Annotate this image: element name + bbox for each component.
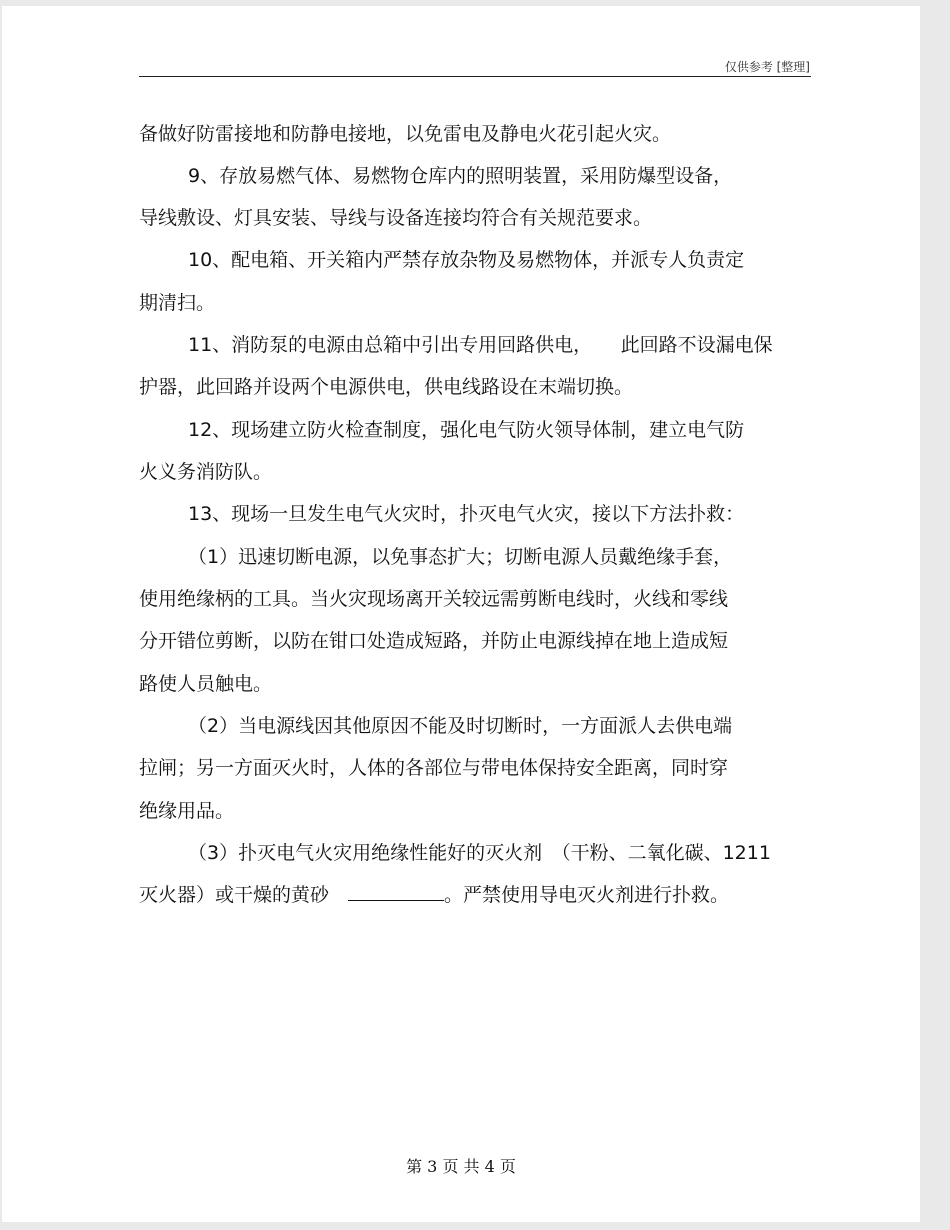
- body-line: 火义务消防队。: [139, 461, 273, 483]
- body-line: 绝缘用品。: [139, 800, 235, 822]
- header-rule: [139, 76, 811, 77]
- body-line: 路使人员触电。: [139, 673, 273, 695]
- body-line: 护器，此回路并设两个电源供电，供电线路设在末端切换。: [139, 376, 634, 398]
- body-line: （2）当电源线因其他原因不能及时切断时，一方面派人去供电端: [188, 715, 733, 737]
- body-line-last-before: 灭火器）或干燥的黄砂: [139, 884, 349, 906]
- body-line: 分开错位剪断，以防在钳口处造成短路，并防止电源线掉在地上造成短: [139, 630, 729, 652]
- body-line-last: [139, 883, 729, 907]
- body-line: （3）扑灭电气火灾用绝缘性能好的灭火剂 （干粉、二氧化碳、1211: [188, 842, 771, 864]
- body-line: 期清扫。: [139, 292, 216, 314]
- body-line: 备做好防雷接地和防静电接地，以免雷电及静电火花引起火灾。: [139, 123, 672, 145]
- fill-in-blank: [348, 884, 444, 901]
- body-line: 导线敷设、灯具安装、导线与设备连接均符合有关规范要求。: [139, 207, 653, 229]
- header-note: 仅供参考 [整理]: [724, 60, 810, 74]
- body-line: 9、存放易燃气体、易燃物仓库内的照明装置，采用防爆型设备，: [188, 165, 733, 187]
- body-line: （1）迅速切断电源，以免事态扩大；切断电源人员戴绝缘手套，: [188, 546, 733, 568]
- body-line: 使用绝缘柄的工具。当火灾现场离开关较远需剪断电线时，火线和零线: [139, 588, 729, 610]
- body-line: 12、现场建立防火检查制度，强化电气防火领导体制，建立电气防: [188, 419, 745, 441]
- document-page: [2, 6, 920, 1222]
- body-line: 拉闸；另一方面灭火时，人体的各部位与带电体保持安全距离，同时穿: [139, 757, 729, 779]
- body-line: 10、配电箱、开关箱内严禁存放杂物及易燃物体，并派专人负责定: [188, 249, 745, 271]
- body-line-last-after: 。严禁使用导电灭火剂进行扑救。: [444, 884, 730, 906]
- body-line: 11、消防泵的电源由总箱中引出专用回路供电， 此回路不设漏电保: [188, 334, 773, 356]
- page-number: 第 3 页 共 4 页: [406, 1157, 516, 1176]
- body-line: 13、现场一旦发生电气火灾时，扑灭电气火灾，接以下方法扑救：: [188, 503, 745, 525]
